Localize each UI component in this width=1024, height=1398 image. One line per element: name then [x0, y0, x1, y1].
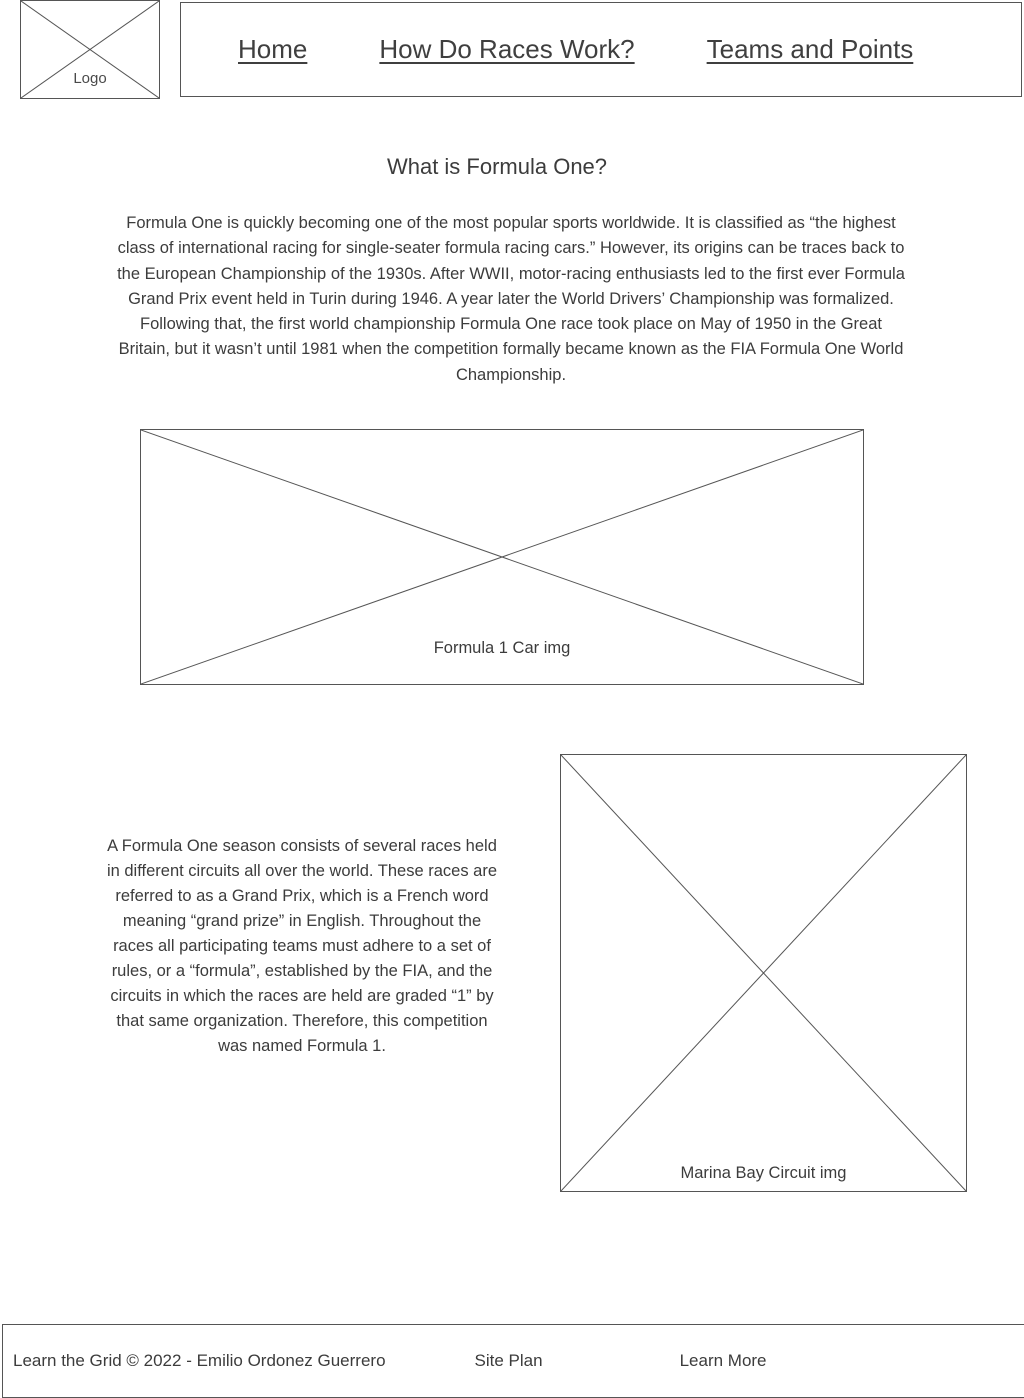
footer-inner — [3, 1325, 1024, 1397]
site-footer — [2, 1324, 1024, 1398]
intro-paragraph: Formula One is quickly becoming one of the most popular sports worldwide. It is classified as “the highest class of international racing for single-seater formula racing cars.” However, its origins can be traces back to the European Championship of the 1930s. After WWII, motor-racing enthusiasts led to the first ever Formula Grand Prix event held in Turin during 1946. A year later the World Drivers’ Championship was formalized. Following that, the first world championship Formula One race took place on May of 1950 in the Great Britain, but it wasn’t until 1981 when the competition formally became known as the FIA Formula One World Championship. — [117, 214, 905, 384]
circuit-image-caption: Marina Bay Circuit img — [680, 1163, 847, 1182]
footer-link-learn-more[interactable]: Learn More — [679, 1350, 767, 1370]
circuit-image-placeholder — [560, 754, 967, 1192]
nav-link-how-do-races-work[interactable]: How Do Races Work? — [379, 33, 635, 64]
page-title: What is Formula One? — [386, 154, 608, 179]
nav-list — [181, 3, 1021, 96]
footer-link-site-plan[interactable]: Site Plan — [474, 1350, 543, 1370]
car-image-caption: Formula 1 Car img — [433, 638, 571, 657]
site-header — [0, 0, 1024, 99]
nav-link-home[interactable]: Home — [238, 33, 308, 64]
logo-label: Logo — [73, 70, 107, 87]
car-image-placeholder — [140, 429, 864, 685]
grand-prix-paragraph: A Formula One season consists of several races held in different circuits all over the world. These races are referred to as a Grand Prix, which is a French word meaning “grand prize” in English. Throughout the races all participating teams must adhere to a set of rules, or a “formula”, established by the FIA, and the circuits in which the races are held are graded “1” by that same organization. Therefore, this competition was named Formula 1. — [106, 837, 498, 1055]
primary-navigation — [180, 2, 1022, 97]
grand-prix-section — [0, 754, 1024, 1194]
footer-copyright: Learn the Grid © 2022 - Emilio Ordonez Guerrero — [13, 1350, 386, 1370]
nav-link-teams-and-points[interactable]: Teams and Points — [706, 33, 914, 64]
image-placeholder-x-icon — [561, 755, 966, 1191]
logo-placeholder[interactable] — [20, 0, 160, 99]
